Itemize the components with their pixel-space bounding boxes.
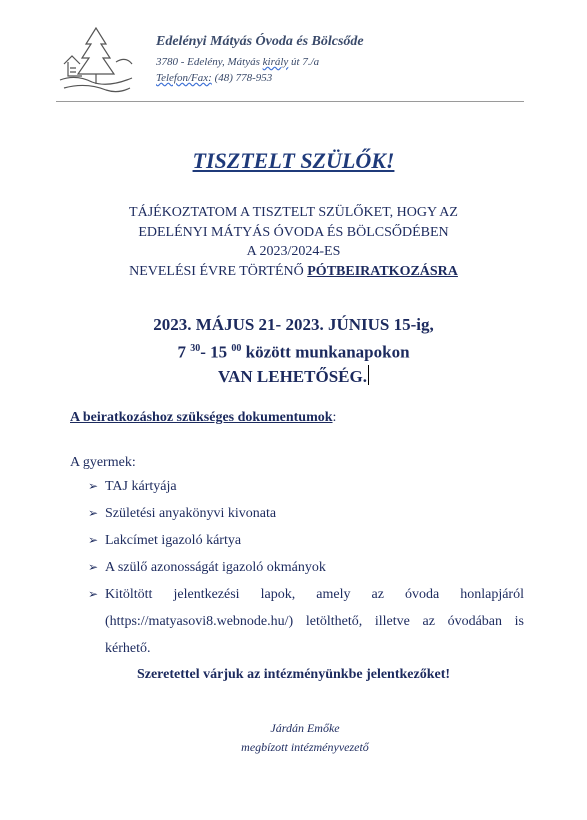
arrow-bullet-icon: ➢ <box>88 479 99 493</box>
closing-message: Szeretettel várjuk az intézményünkbe jelentkezőket! <box>136 667 451 682</box>
enrollment-period: 2023. MÁJUS 21- 2023. JÚNIUS 15-ig, 7 $^{30}$- 15 $^{00}$ között munkanapokon VAN LEHETŐSÉG. <box>153 315 434 386</box>
intro-paragraph: TÁJÉKOZTATOM A TISZTELT SZÜLŐKET, HOGY AZ EDELÉNYI MÁTYÁS ÓVODA ÉS BÖLCSŐDÉBEN A 2023/2024-ES NEVELÉSI ÉVRE TÖRTÉNŐ PÓTBEIRATKOZÁSRA <box>129 205 458 279</box>
spellcheck-word: Telefon/Fax: <box>156 72 212 84</box>
signature-role: megbízott intézményvezető <box>241 740 369 754</box>
child-label: A gyermek: <box>70 455 136 470</box>
arrow-bullet-icon: ➢ <box>88 506 99 520</box>
signature-name: Járdán Emőke <box>270 721 340 735</box>
institution-phone: Telefon/Fax: (48) 778-953 <box>156 72 273 84</box>
list-item: ➢ Kitöltött jelentkezési lapok, amely az óvoda honlapjáról (https://matyasovi8.webnode.hu/) letölthető, illetve az óvodában is kérhető. <box>88 581 524 662</box>
institution-name: Edelényi Mátyás Óvoda és Bölcsőde <box>156 34 364 49</box>
list-item: ➢ Születési anyakönyvi kivonata <box>88 500 524 527</box>
arrow-bullet-icon: ➢ <box>88 533 99 547</box>
text-cursor <box>368 365 369 385</box>
spellcheck-word: király <box>262 56 289 68</box>
documents-list <box>88 473 524 662</box>
list-item: ➢ TAJ kártyája <box>88 473 524 500</box>
emphasis-term: PÓTBEIRATKOZÁSRA <box>307 263 458 279</box>
arrow-bullet-icon: ➢ <box>88 560 99 574</box>
institution-address: 3780 - Edelény, Mátyás király út 7./a <box>156 56 320 68</box>
tree-house-logo-icon <box>56 22 136 98</box>
list-item: ➢ A szülő azonosságát igazoló okmányok <box>88 554 524 581</box>
documents-heading: A beiratkozáshoz szükséges dokumentumok: <box>70 410 337 425</box>
header-divider <box>56 101 524 102</box>
page-title: TISZTELT SZÜLŐK! <box>192 148 395 173</box>
arrow-bullet-icon: ➢ <box>88 587 99 601</box>
list-item: ➢ Lakcímet igazoló kártya <box>88 527 524 554</box>
